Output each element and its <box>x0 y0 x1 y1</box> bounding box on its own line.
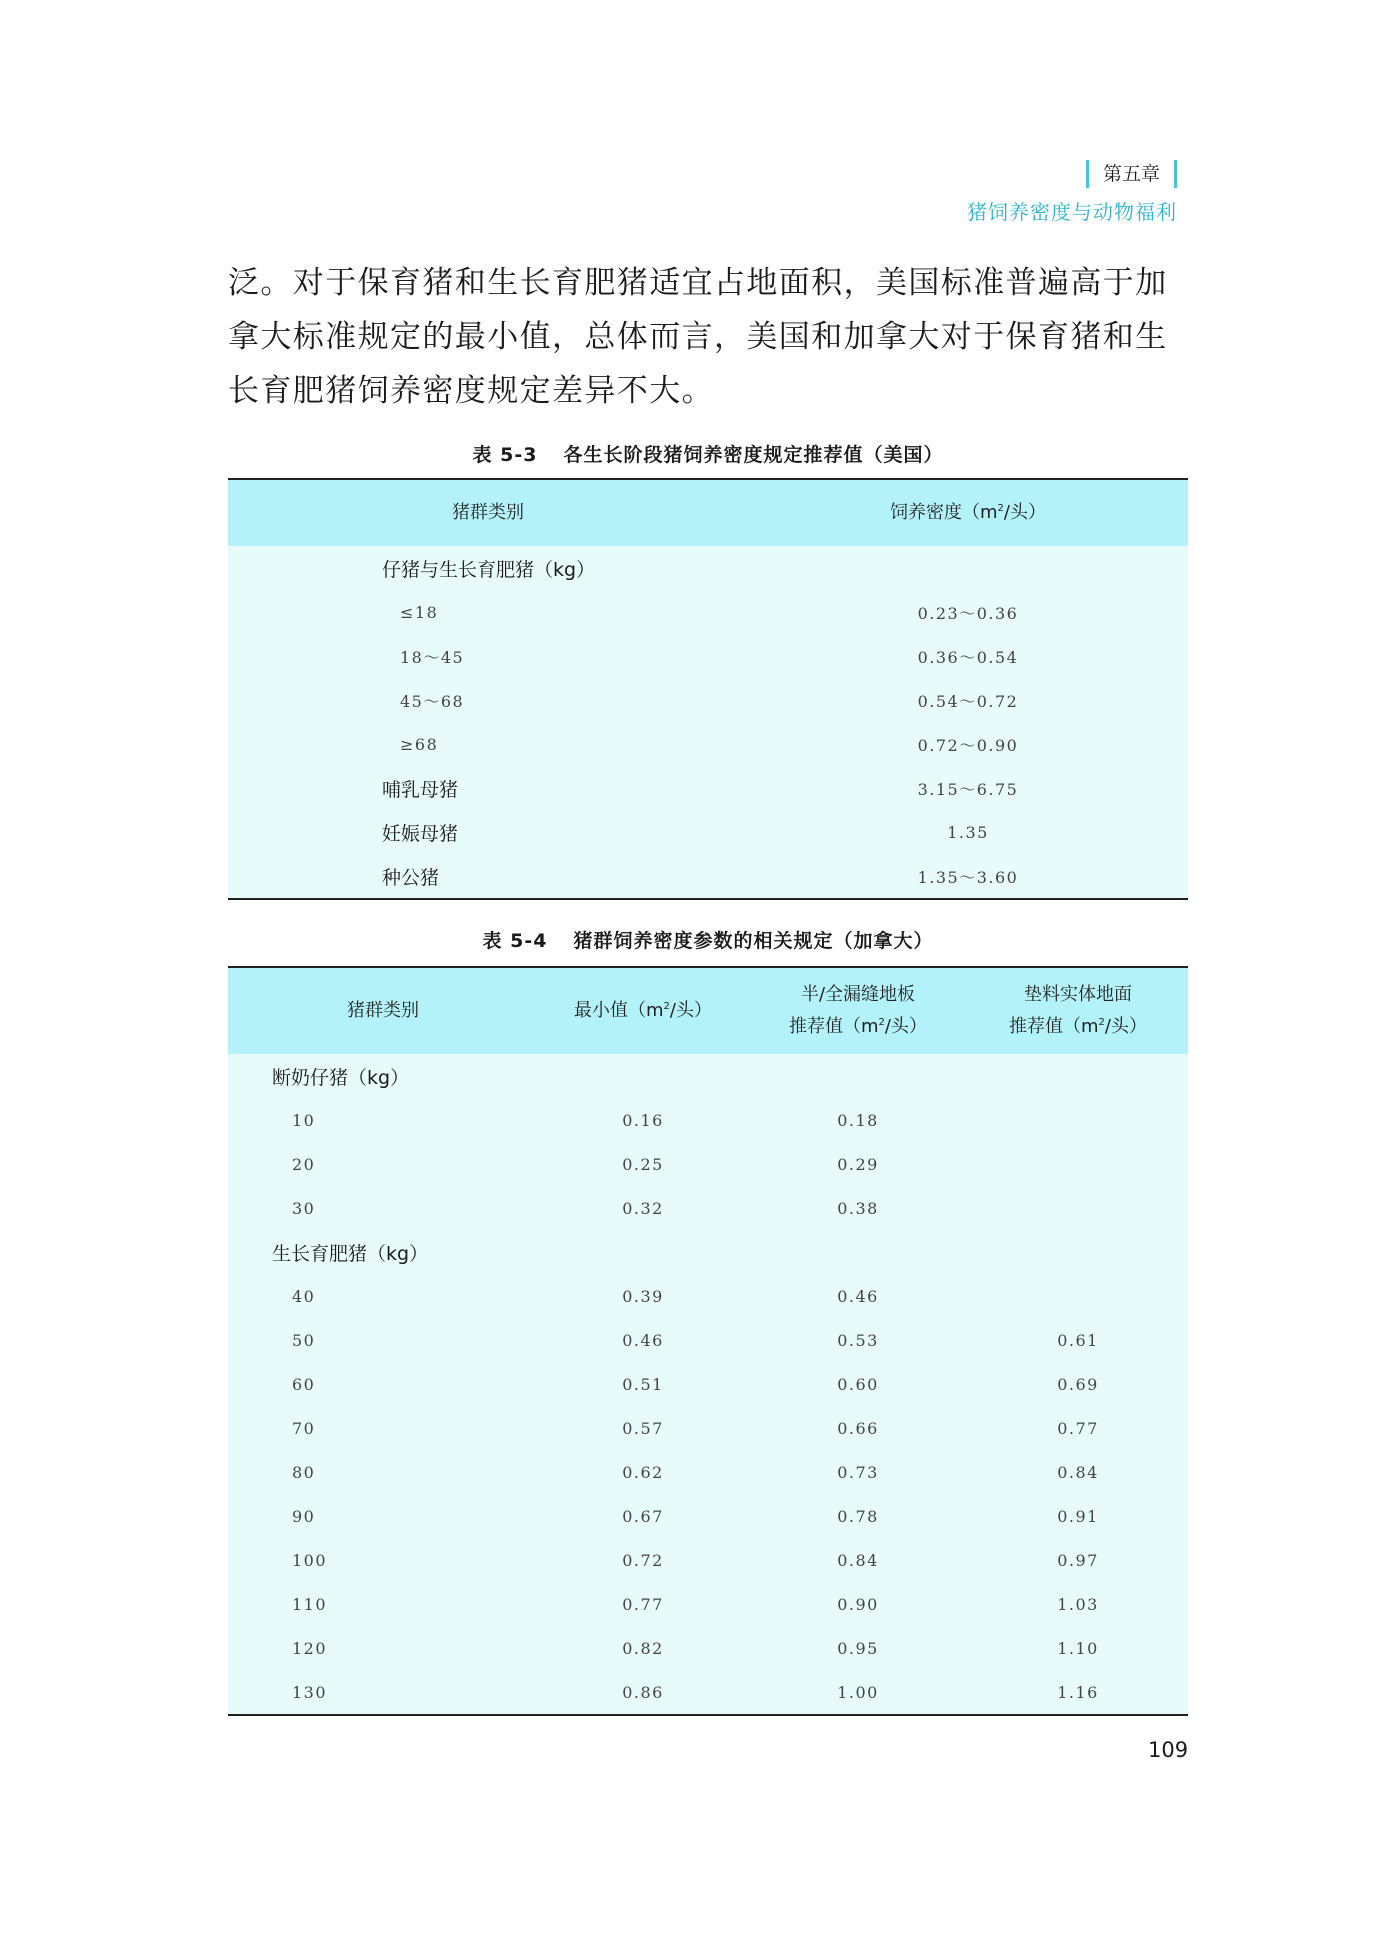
table2-header <box>228 968 1188 1054</box>
table2-row <box>228 1274 1188 1318</box>
table2-label: 表 5-4 <box>482 930 548 952</box>
table1-row <box>228 546 1188 590</box>
table1-cell-density: 1.35 <box>947 822 989 842</box>
table2-cell-bedded: 1.03 <box>1057 1594 1099 1614</box>
table2-cell-category: 70 <box>292 1418 316 1438</box>
table2-cell-bedded: 0.91 <box>1057 1506 1099 1526</box>
table2-cell-min: 0.72 <box>622 1550 664 1570</box>
table2-row <box>228 1406 1188 1450</box>
table2-cell-min: 0.86 <box>622 1682 664 1702</box>
table2-cell-bedded: 0.84 <box>1057 1462 1099 1482</box>
table1-cell-category: 仔猪与生长育肥猪（kg） <box>382 558 596 581</box>
table2 <box>228 966 1188 1716</box>
table2-cell-bedded: 1.10 <box>1057 1638 1099 1658</box>
table1-cell-density: 1.35～3.60 <box>917 867 1019 887</box>
table2-title: 猪群饲养密度参数的相关规定（加拿大） <box>573 930 934 952</box>
table2-cell-slatted: 0.73 <box>837 1462 879 1482</box>
table2-cell-category: 10 <box>292 1110 316 1130</box>
table1-row <box>228 634 1188 678</box>
table1-row <box>228 722 1188 766</box>
table2-cell-slatted: 0.29 <box>837 1154 879 1174</box>
table2-row <box>228 1538 1188 1582</box>
table2-cell-min: 0.32 <box>622 1198 664 1218</box>
table2-cell-slatted: 0.53 <box>837 1330 879 1350</box>
table2-cell-min: 0.57 <box>622 1418 664 1438</box>
table2-cell-slatted: 1.00 <box>837 1682 879 1702</box>
chapter-label: 第五章 <box>1086 160 1177 188</box>
table1-cell-category: 妊娠母猪 <box>382 822 459 845</box>
table1-cell-category: ≥68 <box>400 734 439 754</box>
table2-cell-bedded: 0.97 <box>1057 1550 1099 1570</box>
table2-cell-slatted: 0.18 <box>837 1110 879 1130</box>
table2-cell-min: 0.51 <box>622 1374 664 1394</box>
body-paragraph: 泛。对于保育猪和生长育肥猪适宜占地面积，美国标准普遍高于加拿大标准规定的最小值，总体而言，美国和加拿大对于保育猪和生长育肥猪饲养密度规定差异不大。 <box>228 265 1168 409</box>
table1-cell-category: 哺乳母猪 <box>382 778 459 801</box>
table1-col-density: 饲养密度（$m^2/$头） <box>890 502 1046 523</box>
table2-row <box>228 1318 1188 1362</box>
table2-row <box>228 1362 1188 1406</box>
table2-row <box>228 1494 1188 1538</box>
table2-cell-min: 0.46 <box>622 1330 664 1350</box>
table1-header <box>228 480 1188 546</box>
table2-cell-slatted: 0.90 <box>837 1594 879 1614</box>
table2-row <box>228 1142 1188 1186</box>
table2-cell-category: 90 <box>292 1506 316 1526</box>
table1-row <box>228 590 1188 634</box>
table2-row <box>228 1626 1188 1670</box>
table1-label: 表 5-3 <box>472 444 538 466</box>
table1-row <box>228 810 1188 854</box>
table1-cell-category: ≤18 <box>400 602 439 622</box>
table2-cell-category: 80 <box>292 1462 316 1482</box>
table2-row <box>228 1450 1188 1494</box>
table1-title: 各生长阶段猪饲养密度规定推荐值（美国） <box>563 444 944 466</box>
table2-cell-min: 0.67 <box>622 1506 664 1526</box>
table1-cell-density: 0.54～0.72 <box>917 691 1019 711</box>
table2-cell-category: 130 <box>292 1682 328 1702</box>
running-header <box>967 160 1177 225</box>
table2-cell-category: 110 <box>292 1594 328 1614</box>
table2-cell-bedded: 1.16 <box>1057 1682 1099 1702</box>
table2-cell-category: 生长育肥猪（kg） <box>272 1242 429 1265</box>
table2-row <box>228 1186 1188 1230</box>
table2-cell-slatted: 0.60 <box>837 1374 879 1394</box>
table2-cell-category: 60 <box>292 1374 316 1394</box>
table2-caption <box>228 926 1188 953</box>
table2-cell-min: 0.82 <box>622 1638 664 1658</box>
table2-cell-min: 0.25 <box>622 1154 664 1174</box>
table1-row <box>228 678 1188 722</box>
table1 <box>228 478 1188 900</box>
table2-col-slatted: 半/全漏缝地板 推荐值（$m^2/$头） <box>789 984 927 1037</box>
table1-cell-density: 0.72～0.90 <box>917 735 1019 755</box>
table2-cell-category: 断奶仔猪（kg） <box>272 1066 410 1089</box>
page-number: 109 <box>1148 1738 1189 1762</box>
table2-cell-min: 0.16 <box>622 1110 664 1130</box>
table2-cell-bedded: 0.69 <box>1057 1374 1099 1394</box>
table2-row <box>228 1054 1188 1098</box>
table2-cell-category: 120 <box>292 1638 328 1658</box>
table1-caption <box>228 440 1188 467</box>
table2-cell-min: 0.77 <box>622 1594 664 1614</box>
table1-row <box>228 766 1188 810</box>
table2-cell-category: 50 <box>292 1330 316 1350</box>
table2-cell-min: 0.39 <box>622 1286 664 1306</box>
table2-row <box>228 1098 1188 1142</box>
table2-cell-category: 20 <box>292 1154 316 1174</box>
table2-cell-slatted: 0.95 <box>837 1638 879 1658</box>
table2-cell-category: 30 <box>292 1198 316 1218</box>
table1-cell-density: 0.36～0.54 <box>917 647 1019 667</box>
table2-row <box>228 1670 1188 1714</box>
table2-cell-bedded: 0.77 <box>1057 1418 1099 1438</box>
table1-row <box>228 854 1188 898</box>
table2-col-category: 猪群类别 <box>347 1000 419 1021</box>
table1-cell-category: 种公猪 <box>382 866 440 889</box>
table2-row <box>228 1230 1188 1274</box>
table2-cell-category: 100 <box>292 1550 328 1570</box>
table2-cell-bedded: 0.61 <box>1057 1330 1099 1350</box>
table1-cell-category: 45～68 <box>400 691 465 711</box>
table1-cell-category: 18～45 <box>400 647 465 667</box>
table2-col-min: 最小值（$m^2/$头） <box>574 1000 712 1021</box>
table1-cell-density: 3.15～6.75 <box>917 779 1019 799</box>
table2-cell-slatted: 0.66 <box>837 1418 879 1438</box>
table1-body <box>228 546 1188 898</box>
table2-cell-slatted: 0.46 <box>837 1286 879 1306</box>
table2-col-bedded: 垫料实体地面 推荐值（$m^2/$头） <box>1009 984 1147 1037</box>
table2-body <box>228 1054 1188 1714</box>
table2-cell-slatted: 0.84 <box>837 1550 879 1570</box>
table1-col-category: 猪群类别 <box>452 502 524 523</box>
table2-cell-min: 0.62 <box>622 1462 664 1482</box>
table2-cell-category: 40 <box>292 1286 316 1306</box>
table2-cell-slatted: 0.78 <box>837 1506 879 1526</box>
table1-cell-density: 0.23～0.36 <box>917 603 1019 623</box>
table2-cell-slatted: 0.38 <box>837 1198 879 1218</box>
table2-row <box>228 1582 1188 1626</box>
chapter-subtitle: 猪饲养密度与动物福利 <box>967 200 1177 224</box>
